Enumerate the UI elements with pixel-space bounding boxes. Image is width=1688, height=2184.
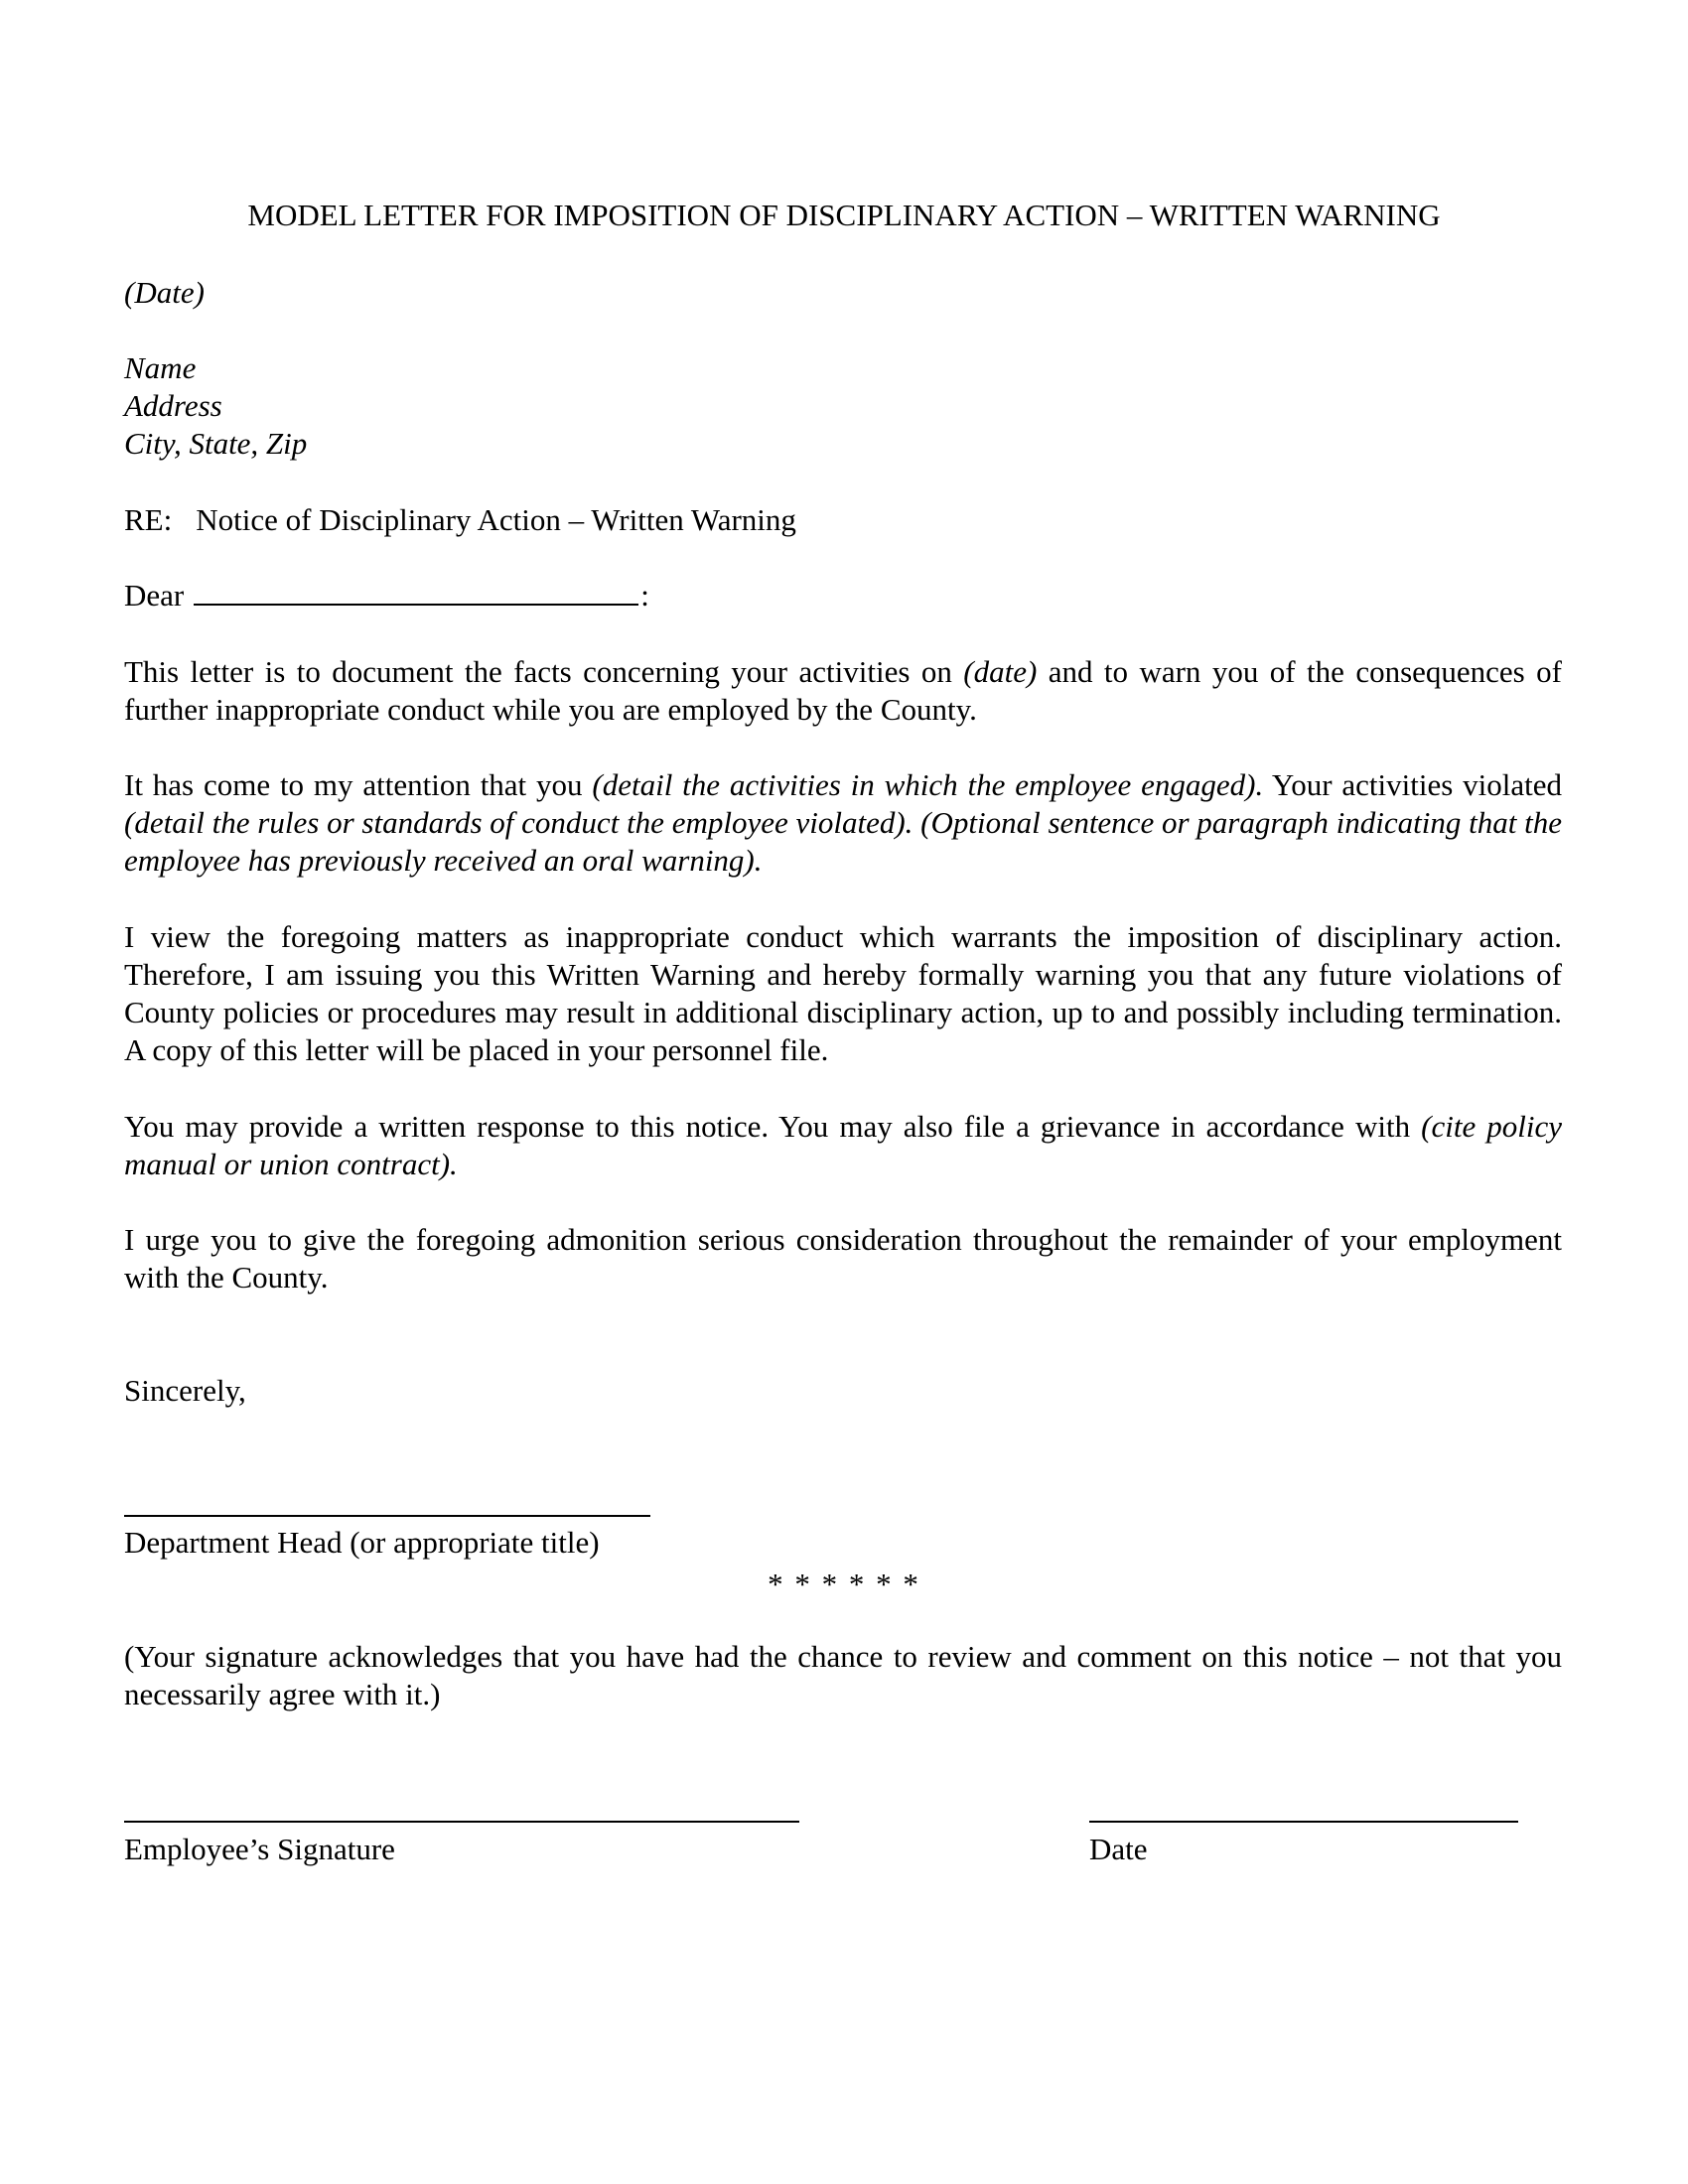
section-separator: * * * * * * [768, 1567, 920, 1601]
department-head-signature-line [124, 1515, 650, 1517]
paragraph-4-text-a: You may provide a written response to this notice. You may also file a grievance in accordance with [124, 1109, 1422, 1144]
paragraph-1 [124, 653, 1562, 729]
date-placeholder: (Date) [124, 275, 205, 310]
paragraph-1-text-b: and to warn you of the consequences of further inappropriate conduct while you are employed by the County. [124, 654, 1562, 727]
re-text: Notice of Disciplinary Action – Written Warning [196, 502, 796, 537]
paragraph-2-rules-placeholder: (detail the rules or standards of conduct the employee violated). (Optional sentence or paragraph indicating that the employee has previously received an oral warning). [124, 805, 1562, 878]
date-signature-line [1089, 1821, 1518, 1823]
salutation-colon: : [640, 578, 649, 613]
employee-signature-line [124, 1821, 799, 1823]
date-label: Date [1089, 1832, 1148, 1866]
document-title: MODEL LETTER FOR IMPOSITION OF DISCIPLINARY ACTION – WRITTEN WARNING [247, 198, 1441, 232]
recipient-address: Address [124, 388, 222, 423]
paragraph-1-date-placeholder: (date) [963, 654, 1038, 689]
paragraph-4 [124, 1108, 1562, 1183]
re-line [124, 501, 796, 539]
paragraph-2 [124, 766, 1562, 880]
re-label: RE: [124, 502, 173, 537]
salutation-dear: Dear [124, 578, 185, 613]
paragraph-3: I view the foregoing matters as inappropriate conduct which warrants the imposition of disciplinary action. Therefore, I am issuing you this Written Warning and hereby formally warning you that any future violations of County policies or procedures may result in additional disciplinary action, up to and possibly including termination. A copy of this letter will be placed in your personnel file. [124, 919, 1562, 1067]
signature-title: Department Head (or appropriate title) [124, 1525, 600, 1560]
paragraph-4-citation-placeholder: (cite policy manual or union contract). [124, 1109, 1563, 1181]
salutation [124, 577, 649, 614]
paragraph-2-text-a: It has come to my attention that you [124, 767, 593, 802]
closing: Sincerely, [124, 1373, 246, 1408]
recipient-name: Name [124, 350, 197, 385]
paragraph-2-text-b: Your activities violated [1263, 767, 1562, 802]
acknowledgement-note: (Your signature acknowledges that you have had the chance to review and comment on this notice – not that you necessarily agree with it.) [124, 1639, 1562, 1711]
employee-signature-label: Employee’s Signature [124, 1832, 395, 1866]
paragraph-1-text-a: This letter is to document the facts concerning your activities on [124, 654, 964, 689]
paragraph-5: I urge you to give the foregoing admonition serious consideration throughout the remainder of your employment with the County. [124, 1222, 1562, 1295]
recipient-blank-line [194, 578, 638, 606]
paragraph-2-activities-placeholder: (detail the activities in which the employee engaged). [592, 767, 1264, 802]
recipient-city-state-zip: City, State, Zip [124, 426, 308, 461]
